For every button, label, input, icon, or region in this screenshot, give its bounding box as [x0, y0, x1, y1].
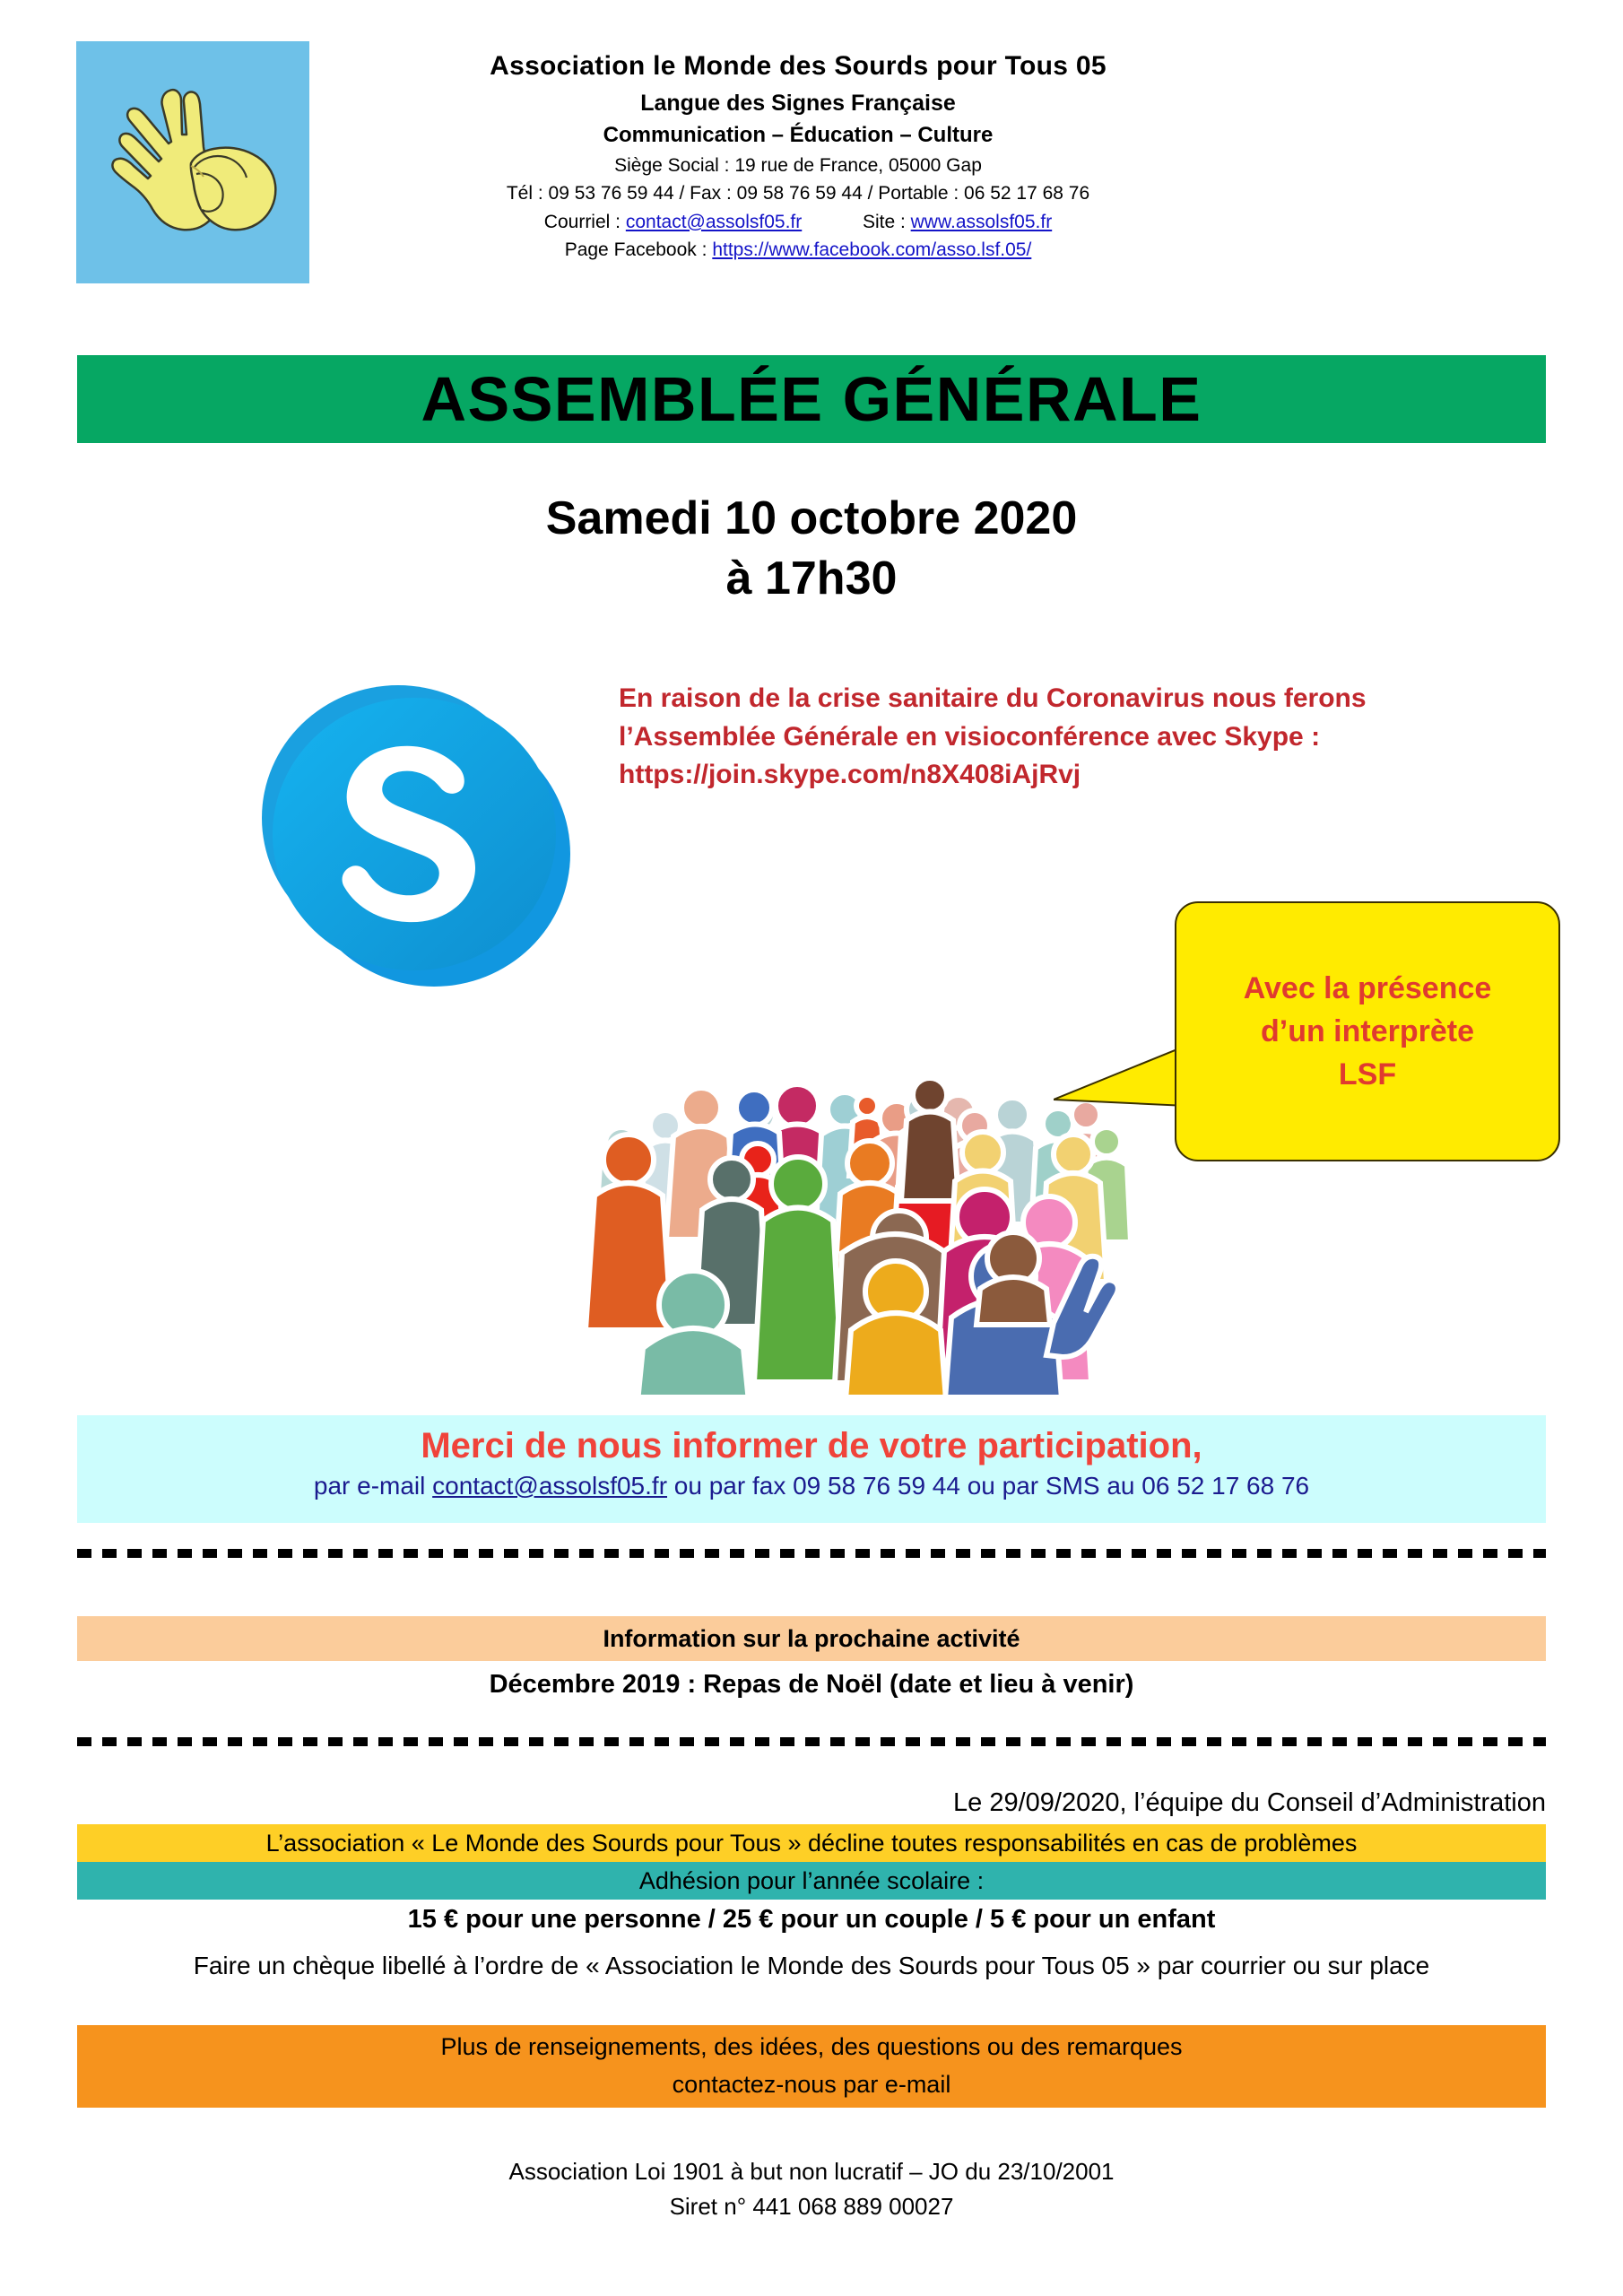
footer-siret-line: Siret n° 441 068 889 00027 [669, 2193, 954, 2220]
skype-meeting-link[interactable]: https://join.skype.com/n8X408iAjRvj [619, 760, 1081, 790]
disclaimer-band [77, 1824, 1546, 1862]
dashed-separator-bottom [77, 1737, 1546, 1746]
membership-cheque-instructions: Faire un chèque libellé à l’ordre de « Association le Monde des Sourds pour Tous 05 » par courrier ou sur place [193, 1952, 1430, 1979]
email-link[interactable]: contact@assolsf05.fr [625, 211, 803, 232]
facebook-link[interactable]: https://www.facebook.com/asso.lsf.05/ [712, 239, 1032, 261]
header-text-block [309, 50, 1287, 262]
website-link[interactable]: www.assolsf05.fr [910, 211, 1053, 232]
participation-contact-line [77, 1472, 1546, 1500]
disclaimer-text: L’association « Le Monde des Sourds pour Tous » décline toutes responsabilités en cas de problèmes [265, 1829, 1358, 1857]
skype-announcement-line-1: En raison de la crise sanitaire du Coronavirus nous ferons [619, 683, 1367, 713]
skype-announcement [619, 680, 1596, 795]
bubble-line-1: Avec la présence [1243, 970, 1492, 1005]
org-phones: Tél : 09 53 76 59 44 / Fax : 09 58 76 59 44 / Portable : 06 52 17 68 76 [506, 182, 1090, 204]
org-facebook-line [309, 239, 1287, 262]
speech-bubble-tail-icon [1054, 1043, 1188, 1110]
participation-band [77, 1415, 1546, 1523]
event-date-block [0, 491, 1623, 607]
footer-legal-line: Association Loi 1901 à but non lucratif – JO du 23/10/2001 [508, 2158, 1115, 2185]
facebook-label: Page Facebook : [564, 239, 707, 261]
next-activity-detail: Décembre 2019 : Repas de Noël (date et lieu à venir) [489, 1670, 1134, 1699]
site-label: Site : [862, 211, 906, 232]
membership-header-band [77, 1862, 1546, 1900]
org-subtitle-mission: Communication – Éducation – Culture [603, 123, 994, 148]
event-time: à 17h30 [725, 552, 898, 605]
participation-post-email: ou par fax 09 58 76 59 44 ou par SMS au 06 52 17 68 76 [667, 1472, 1310, 1500]
bubble-line-2: d’un interprète [1260, 1013, 1475, 1048]
org-subtitle-language: Langue des Signes Française [640, 90, 956, 116]
participation-title: Merci de nous informer de votre participation, [421, 1426, 1202, 1465]
speech-bubble-text [1175, 901, 1560, 1161]
skype-announcement-line-2: l’Assemblée Générale en visioconférence avec Skype : [619, 721, 1321, 752]
page-title: ASSEMBLÉE GÉNÉRALE [421, 364, 1202, 434]
dashed-separator-top [77, 1549, 1546, 1558]
main-title-banner [77, 355, 1546, 443]
bubble-line-3: LSF [1338, 1057, 1397, 1092]
org-address: Siège Social : 19 rue de France, 05000 Gap [614, 155, 982, 177]
contact-band [77, 2025, 1546, 2108]
skype-logo-icon [235, 655, 594, 1013]
lsf-hands-logo-icon [76, 41, 309, 283]
event-date: Samedi 10 octobre 2020 [545, 492, 1078, 544]
contact-band-line-2: contactez-nous par e-mail [672, 2071, 951, 2098]
contact-band-line-1: Plus de renseignements, des idées, des questions ou des remarques [440, 2033, 1183, 2061]
membership-header: Adhésion pour l’année scolaire : [638, 1866, 985, 1894]
membership-prices: 15 € pour une personne / 25 € pour un couple / 5 € pour un enfant [407, 1905, 1216, 1934]
next-activity-header: Information sur la prochaine activité [603, 1624, 1020, 1652]
interpreter-speech-bubble [1175, 901, 1560, 1161]
email-label: Courriel : [543, 211, 621, 232]
header [0, 41, 1623, 328]
participation-email-link[interactable]: contact@assolsf05.fr [432, 1472, 668, 1500]
signature-line: Le 29/09/2020, l’équipe du Conseil d’Administration [953, 1788, 1546, 1817]
next-activity-header-band [77, 1616, 1546, 1661]
org-contact-line [309, 211, 1287, 234]
footer [0, 2154, 1623, 2224]
participation-pre-email: par e-mail [313, 1472, 433, 1500]
org-name: Association le Monde des Sourds pour Tous 05 [490, 51, 1107, 81]
